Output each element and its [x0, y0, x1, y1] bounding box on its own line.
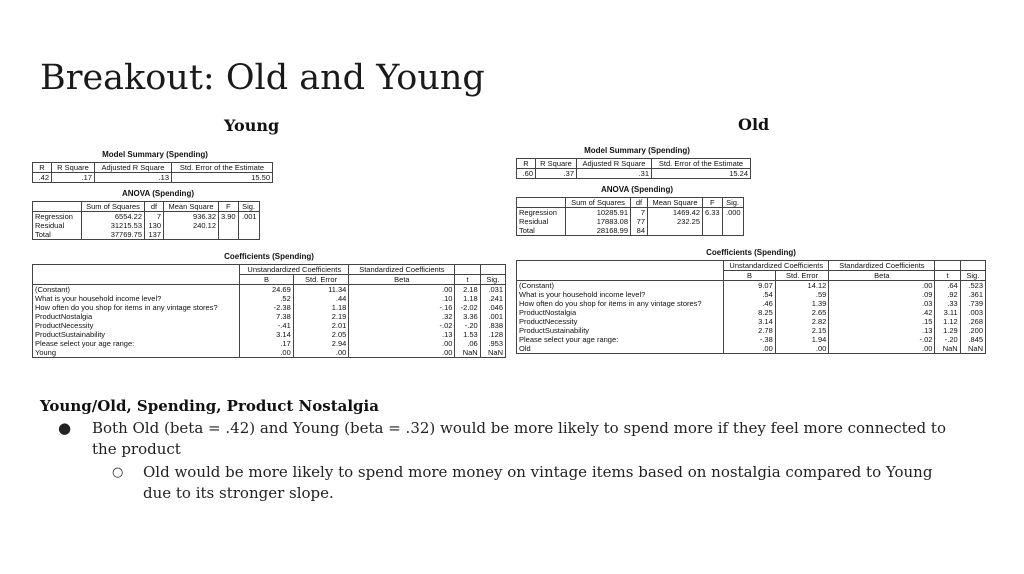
header-cell: R — [517, 159, 536, 169]
table-cell: .06 — [455, 339, 480, 348]
row-label: Young — [33, 348, 240, 358]
table-cell: .42 — [829, 308, 935, 317]
header-cell: Sig. — [480, 275, 505, 285]
table-cell: .13 — [349, 330, 455, 339]
header-cell: Sig. — [960, 271, 985, 281]
group-header: Standardized Coefficients — [829, 261, 935, 271]
table-cell: 6554.22 — [82, 212, 145, 222]
header-cell: Mean Square — [164, 202, 219, 212]
table-cell — [722, 217, 743, 226]
row-label: ProductNecessity — [517, 317, 724, 326]
table-cell: .17 — [52, 173, 95, 183]
header-cell: Std. Error — [775, 271, 829, 281]
table-row — [517, 335, 986, 344]
table-cell: 3.90 — [219, 212, 239, 222]
row-label: (Constant) — [33, 285, 240, 295]
table-cell: .00 — [829, 281, 935, 291]
table-cell: 2.82 — [775, 317, 829, 326]
table-cell: .31 — [577, 169, 652, 179]
table-cell: -.02 — [349, 321, 455, 330]
old-coefficients-table — [516, 260, 986, 354]
header-cell: R Square — [52, 163, 95, 173]
table-cell: -.16 — [349, 303, 455, 312]
table-cell: 2.94 — [293, 339, 349, 348]
header-cell: F — [219, 202, 239, 212]
table-cell: 2.78 — [724, 326, 776, 335]
table-cell: .44 — [293, 294, 349, 303]
young-coefficients-caption: Coefficients (Spending) — [224, 252, 314, 261]
table-cell — [703, 226, 723, 236]
young-anova-caption: ANOVA (Spending) — [122, 189, 194, 198]
row-label: ProductNostalgia — [517, 308, 724, 317]
table-cell: .03 — [829, 299, 935, 308]
header-cell: R — [33, 163, 52, 173]
old-model-summary-table — [516, 158, 751, 179]
table-cell: 7 — [631, 208, 648, 218]
header-cell: Mean Square — [648, 198, 703, 208]
table-cell: .001 — [480, 312, 505, 321]
header-cell: Std. Error of the Estimate — [652, 159, 751, 169]
table-cell: 2.01 — [293, 321, 349, 330]
section-heading: Young/Old, Spending, Product Nostalgia — [40, 397, 379, 415]
table-cell: 9.07 — [724, 281, 776, 291]
table-cell: 15.24 — [652, 169, 751, 179]
table-cell: .00 — [240, 348, 294, 358]
table-cell — [238, 221, 259, 230]
row-label: Regression — [33, 212, 82, 222]
table-cell: 24.69 — [240, 285, 294, 295]
header-cell: Sig. — [238, 202, 259, 212]
table-row — [33, 285, 506, 295]
table-cell: .37 — [536, 169, 577, 179]
header-cell: t — [935, 271, 960, 281]
blank-header — [455, 265, 480, 275]
table-cell — [238, 230, 259, 240]
row-label: Please select your age range: — [33, 339, 240, 348]
table-cell: .46 — [724, 299, 776, 308]
table-cell: .42 — [33, 173, 52, 183]
header-cell: df — [631, 198, 648, 208]
table-cell: 1469.42 — [648, 208, 703, 218]
table-cell: 2.15 — [775, 326, 829, 335]
table-cell: .00 — [349, 285, 455, 295]
row-label: Regression — [517, 208, 566, 218]
header-cell: Sig. — [722, 198, 743, 208]
table-cell: -.20 — [935, 335, 960, 344]
old-label: Old — [738, 115, 770, 134]
table-cell: 3.36 — [455, 312, 480, 321]
slide-title: Breakout: Old and Young — [40, 58, 485, 98]
sub-bullet-text: Old would be more likely to spend more money on vintage items based on nostalgia compared to Young due to its stronger slope. — [143, 463, 933, 502]
table-cell: .241 — [480, 294, 505, 303]
table-cell: 31215.53 — [82, 221, 145, 230]
table-cell: 232.25 — [648, 217, 703, 226]
table-cell: 84 — [631, 226, 648, 236]
old-model-summary-caption: Model Summary (Spending) — [584, 146, 690, 155]
row-label: What is your household income level? — [517, 290, 724, 299]
table-cell: 2.05 — [293, 330, 349, 339]
bullet-marker: ● — [58, 419, 72, 437]
row-label: How often do you shop for items in any vintage stores? — [517, 299, 724, 308]
table-cell — [219, 230, 239, 240]
young-coefficients-table — [32, 264, 506, 358]
table-row — [33, 321, 506, 330]
table-cell: 2.65 — [775, 308, 829, 317]
row-label: How often do you shop for items in any vintage stores? — [33, 303, 240, 312]
table-cell: -.02 — [829, 335, 935, 344]
table-row — [33, 294, 506, 303]
table-cell: .32 — [349, 312, 455, 321]
bullet-text: Both Old (beta = .42) and Young (beta = .32) would be more likely to spend more if they feel more connected to the product — [92, 419, 946, 458]
table-cell: .000 — [722, 208, 743, 218]
group-header: Unstandardized Coefficients — [240, 265, 349, 275]
table-row — [33, 312, 506, 321]
old-anova-table — [516, 197, 744, 236]
table-cell: .00 — [293, 348, 349, 358]
row-label: ProductSustainability — [517, 326, 724, 335]
table-row — [517, 290, 986, 299]
header-cell: Sum of Squares — [82, 202, 145, 212]
table-row — [517, 299, 986, 308]
table-cell: 137 — [145, 230, 164, 240]
table-cell: .09 — [829, 290, 935, 299]
young-model-summary-table — [32, 162, 273, 183]
table-row — [517, 281, 986, 291]
header-cell — [33, 202, 82, 212]
header-cell: Beta — [349, 275, 455, 285]
table-cell: 8.25 — [724, 308, 776, 317]
table-cell: .845 — [960, 335, 985, 344]
table-cell: .64 — [935, 281, 960, 291]
table-cell: 11.34 — [293, 285, 349, 295]
row-label: ProductNostalgia — [33, 312, 240, 321]
row-label: Residual — [517, 217, 566, 226]
table-cell — [648, 226, 703, 236]
table-cell: .17 — [240, 339, 294, 348]
table-cell: 1.18 — [293, 303, 349, 312]
table-cell: -.38 — [724, 335, 776, 344]
row-label: Old — [517, 344, 724, 354]
table-cell: 240.12 — [164, 221, 219, 230]
table-cell: .00 — [775, 344, 829, 354]
header-cell: B — [724, 271, 776, 281]
corner-cell — [517, 261, 724, 281]
table-cell: .10 — [349, 294, 455, 303]
table-cell: .128 — [480, 330, 505, 339]
table-cell: 936.32 — [164, 212, 219, 222]
table-cell: 7.38 — [240, 312, 294, 321]
table-cell: .00 — [829, 344, 935, 354]
table-cell: .361 — [960, 290, 985, 299]
table-cell: -2.38 — [240, 303, 294, 312]
table-cell: 3.11 — [935, 308, 960, 317]
table-cell: .33 — [935, 299, 960, 308]
row-label: Please select your age range: — [517, 335, 724, 344]
table-cell: .031 — [480, 285, 505, 295]
table-cell: 37769.75 — [82, 230, 145, 240]
table-cell: 15.50 — [172, 173, 273, 183]
table-cell: 1.18 — [455, 294, 480, 303]
table-cell: NaN — [455, 348, 480, 358]
header-cell: Std. Error of the Estimate — [172, 163, 273, 173]
sub-bullet-marker: ○ — [112, 465, 124, 480]
old-coefficients-caption: Coefficients (Spending) — [706, 248, 796, 257]
table-row — [517, 326, 986, 335]
table-cell: .00 — [724, 344, 776, 354]
table-cell: 1.29 — [935, 326, 960, 335]
header-cell: R Square — [536, 159, 577, 169]
table-cell: .046 — [480, 303, 505, 312]
table-cell — [703, 217, 723, 226]
table-cell — [219, 221, 239, 230]
table-row — [33, 330, 506, 339]
table-row — [517, 317, 986, 326]
table-cell: 1.39 — [775, 299, 829, 308]
table-cell: .13 — [95, 173, 172, 183]
table-cell: .001 — [238, 212, 259, 222]
corner-cell — [33, 265, 240, 285]
table-cell: .003 — [960, 308, 985, 317]
header-cell: Adjusted R Square — [577, 159, 652, 169]
header-cell: t — [455, 275, 480, 285]
table-cell: NaN — [960, 344, 985, 354]
table-cell: NaN — [935, 344, 960, 354]
old-anova-caption: ANOVA (Spending) — [601, 185, 673, 194]
table-row — [517, 308, 986, 317]
table-row — [33, 348, 506, 358]
table-cell: .838 — [480, 321, 505, 330]
table-cell: .59 — [775, 290, 829, 299]
young-label: Young — [224, 116, 280, 135]
table-cell: .60 — [517, 169, 536, 179]
table-cell: 1.53 — [455, 330, 480, 339]
table-cell — [722, 226, 743, 236]
table-cell: 28168.99 — [566, 226, 631, 236]
blank-header — [935, 261, 960, 271]
row-label: ProductSustainability — [33, 330, 240, 339]
table-cell: 3.14 — [240, 330, 294, 339]
table-cell: .200 — [960, 326, 985, 335]
table-cell: .00 — [349, 348, 455, 358]
table-cell: .13 — [829, 326, 935, 335]
header-cell: Beta — [829, 271, 935, 281]
table-cell: .739 — [960, 299, 985, 308]
table-cell: -.20 — [455, 321, 480, 330]
row-label: Total — [517, 226, 566, 236]
young-anova-table — [32, 201, 260, 240]
table-cell: .00 — [349, 339, 455, 348]
group-header: Standardized Coefficients — [349, 265, 455, 275]
table-cell: 17883.08 — [566, 217, 631, 226]
table-row — [517, 344, 986, 354]
blank-header — [480, 265, 505, 275]
table-cell: 130 — [145, 221, 164, 230]
row-label: What is your household income level? — [33, 294, 240, 303]
table-cell: 2.19 — [293, 312, 349, 321]
table-cell: 2.18 — [455, 285, 480, 295]
table-row — [33, 303, 506, 312]
table-cell: .54 — [724, 290, 776, 299]
header-cell: df — [145, 202, 164, 212]
table-cell: -.41 — [240, 321, 294, 330]
row-label: Total — [33, 230, 82, 240]
table-cell: -2.02 — [455, 303, 480, 312]
young-model-summary-caption: Model Summary (Spending) — [102, 150, 208, 159]
table-cell: .15 — [829, 317, 935, 326]
header-cell: Sum of Squares — [566, 198, 631, 208]
table-cell: 1.94 — [775, 335, 829, 344]
header-cell — [517, 198, 566, 208]
table-row — [33, 339, 506, 348]
table-cell: NaN — [480, 348, 505, 358]
header-cell: F — [703, 198, 723, 208]
row-label: Residual — [33, 221, 82, 230]
row-label: ProductNecessity — [33, 321, 240, 330]
table-cell: .953 — [480, 339, 505, 348]
table-cell: 77 — [631, 217, 648, 226]
header-cell: Adjusted R Square — [95, 163, 172, 173]
header-cell: Std. Error — [293, 275, 349, 285]
table-cell: 10285.91 — [566, 208, 631, 218]
table-cell: 6.33 — [703, 208, 723, 218]
table-cell: .52 — [240, 294, 294, 303]
table-cell: .92 — [935, 290, 960, 299]
table-cell: 14.12 — [775, 281, 829, 291]
table-cell: 1.12 — [935, 317, 960, 326]
table-cell: 3.14 — [724, 317, 776, 326]
table-cell: 7 — [145, 212, 164, 222]
table-cell: .268 — [960, 317, 985, 326]
table-cell: .523 — [960, 281, 985, 291]
group-header: Unstandardized Coefficients — [724, 261, 829, 271]
table-cell — [164, 230, 219, 240]
header-cell: B — [240, 275, 294, 285]
blank-header — [960, 261, 985, 271]
row-label: (Constant) — [517, 281, 724, 291]
